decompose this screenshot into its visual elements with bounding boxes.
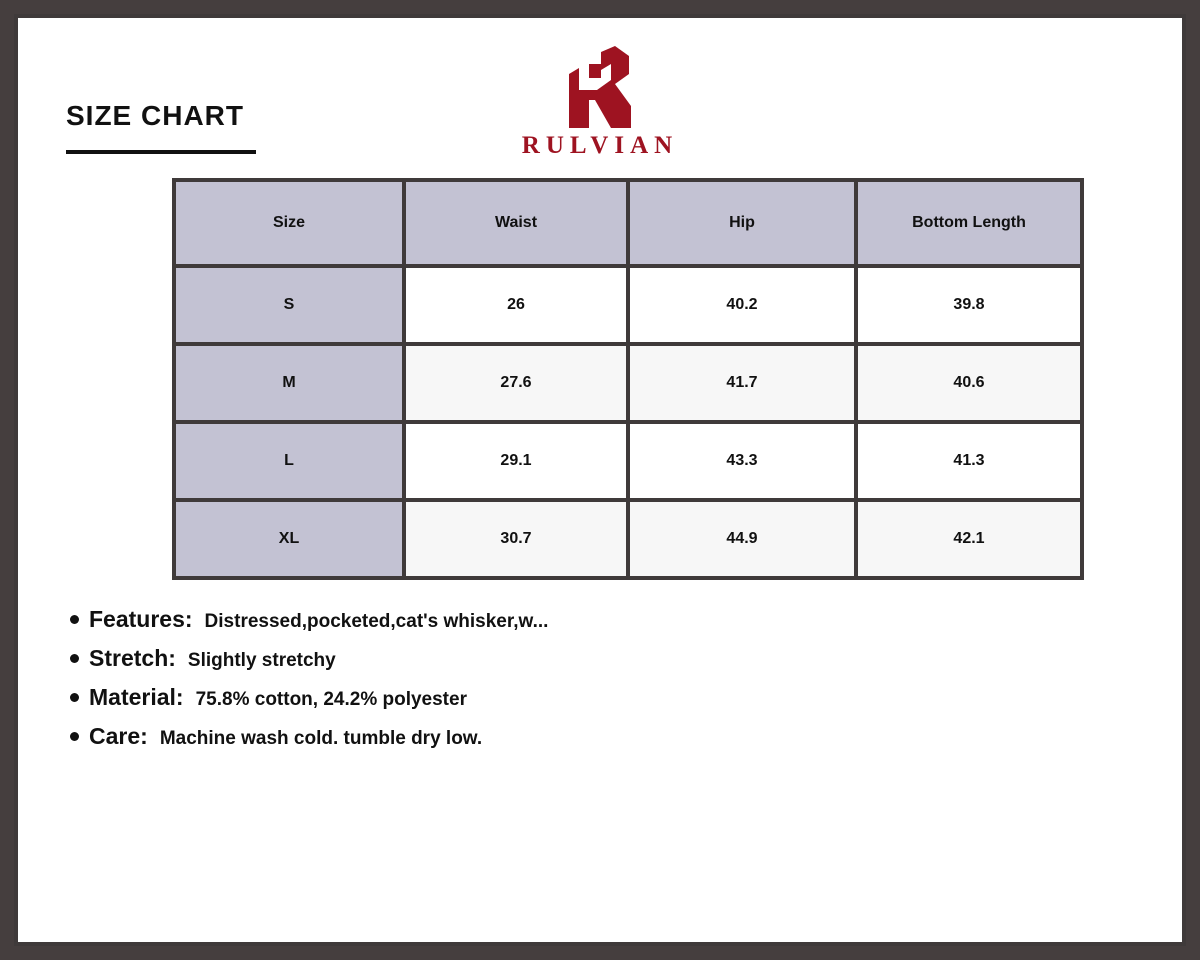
table-row — [176, 424, 1080, 498]
cell-hip: 43.3 — [630, 424, 854, 498]
cell-waist: 26 — [406, 268, 626, 342]
cell-waist: 27.6 — [406, 346, 626, 420]
cell-size: L — [176, 424, 402, 498]
note-label: Material: — [89, 684, 184, 710]
note-item — [70, 606, 1182, 633]
note-label: Features: — [89, 606, 193, 632]
bullet-icon — [70, 615, 79, 624]
size-table-wrapper — [172, 178, 1028, 580]
cell-size: M — [176, 346, 402, 420]
note-value: Distressed,pocketed,cat's whisker,w... — [204, 611, 549, 632]
bullet-icon — [70, 654, 79, 663]
table-row — [176, 268, 1080, 342]
bullet-icon — [70, 732, 79, 741]
table-body — [176, 268, 1080, 576]
size-table — [172, 178, 1084, 580]
product-notes — [70, 606, 1182, 750]
column-header-bottom-length: Bottom Length — [858, 182, 1080, 264]
cell-waist: 29.1 — [406, 424, 626, 498]
note-item — [70, 684, 1182, 711]
cell-size: XL — [176, 502, 402, 576]
cell-bottom-length: 42.1 — [858, 502, 1080, 576]
cell-bottom-length: 41.3 — [858, 424, 1080, 498]
note-label: Care: — [89, 723, 148, 749]
bullet-icon — [70, 693, 79, 702]
brand-lockup — [18, 44, 1182, 160]
note-value: Slightly stretchy — [187, 650, 336, 671]
cell-bottom-length: 40.6 — [858, 346, 1080, 420]
cell-hip: 40.2 — [630, 268, 854, 342]
page-title: SIZE CHART — [66, 100, 244, 131]
document-header — [18, 18, 1182, 178]
table-header-row — [176, 182, 1080, 264]
column-header-size: Size — [176, 182, 402, 264]
note-value: Machine wash cold. tumble dry low. — [159, 728, 483, 749]
cell-hip: 44.9 — [630, 502, 854, 576]
cell-waist: 30.7 — [406, 502, 626, 576]
cell-hip: 41.7 — [630, 346, 854, 420]
brand-name: RULVIAN — [521, 132, 679, 159]
cell-size: S — [176, 268, 402, 342]
note-item — [70, 723, 1182, 750]
note-item — [70, 645, 1182, 672]
rulvian-r-monogram-icon — [545, 44, 655, 130]
cell-bottom-length: 39.8 — [858, 268, 1080, 342]
note-label: Stretch: — [89, 645, 176, 671]
column-header-waist: Waist — [406, 182, 626, 264]
table-head — [176, 182, 1080, 264]
table-row — [176, 502, 1080, 576]
note-value: 75.8% cotton, 24.2% polyester — [195, 689, 467, 710]
document-card — [14, 14, 1186, 946]
column-header-hip: Hip — [630, 182, 854, 264]
table-row — [176, 346, 1080, 420]
